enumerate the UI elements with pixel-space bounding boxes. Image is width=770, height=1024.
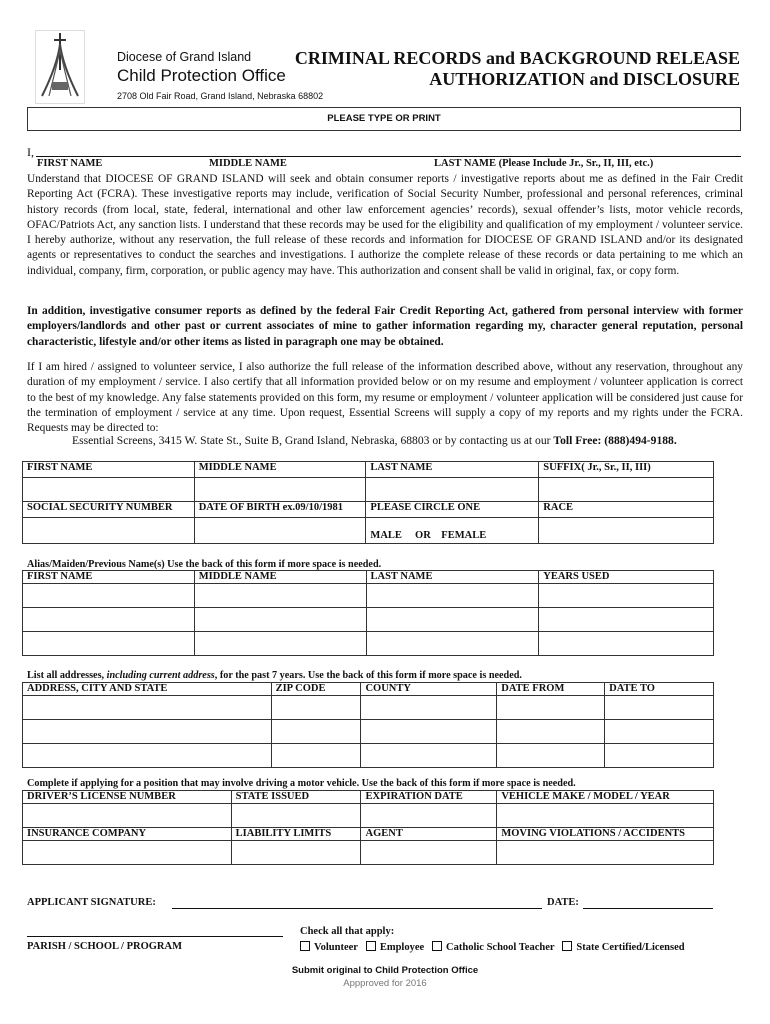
alias-col-years: YEARS USED — [539, 571, 714, 584]
last-name-cell[interactable] — [366, 478, 539, 502]
addr-col-to: DATE TO — [605, 683, 714, 696]
address-caption-c: , for the past 7 years. Use the back of this form if more space is needed. — [214, 670, 522, 681]
investigative-paragraph: In addition, investigative consumer reports as defined by the federal Fair Credit Reporting Act, gathered from personal interview with former employers/landlords and other past or current associates of mine to gather information regarding my, character general reputation, personal characteristic, lifestyle and/or other items as listed in paragraph one may be obtained. — [27, 305, 743, 348]
certified-label: State Certified/Licensed — [576, 942, 685, 953]
drv-col-vehicle: VEHICLE MAKE / MODEL / YEAR — [497, 791, 714, 804]
address-row[interactable] — [23, 720, 714, 744]
teacher-label: Catholic School Teacher — [446, 942, 555, 953]
col-last-name: LAST NAME — [366, 462, 539, 478]
last-name-label: LAST NAME (Please Include Jr., Sr., II, III, etc.) — [434, 158, 654, 169]
alias-col-last: LAST NAME — [366, 571, 539, 584]
parish-field[interactable] — [27, 936, 283, 937]
checkbox-icon — [300, 941, 310, 951]
col-gender: PLEASE CIRCLE ONE — [366, 502, 539, 518]
address-table — [22, 682, 714, 768]
addr-col-address: ADDRESS, CITY AND STATE — [23, 683, 272, 696]
contact-city: , Grand Island, Nebraska — [279, 434, 395, 447]
drv-col-insurance: INSURANCE COMPANY — [23, 828, 232, 841]
drv-col-expiration: EXPIRATION DATE — [361, 791, 497, 804]
dob-cell[interactable] — [194, 518, 366, 544]
alias-row[interactable] — [23, 632, 714, 656]
employee-checkbox[interactable] — [366, 942, 424, 953]
col-suffix: SUFFIX( Jr., Sr., II, III) — [539, 462, 714, 478]
drv-col-license: DRIVER’S LICENSE NUMBER — [23, 791, 232, 804]
gender-options[interactable]: MALE OR FEMALE — [370, 530, 487, 541]
date-label: DATE: — [547, 897, 579, 908]
check-options — [300, 941, 685, 953]
middle-name-label: MIDDLE NAME — [209, 158, 287, 169]
driving-caption: Complete if applying for a position that may involve driving a motor vehicle. Use the back of this form if more space is needed. — [27, 778, 576, 789]
driving-table — [22, 790, 714, 865]
signature-field[interactable] — [172, 908, 542, 909]
form-title-line1: CRIMINAL RECORDS and BACKGROUND RELEASE — [294, 48, 740, 68]
diocese-logo — [35, 30, 85, 104]
contact-comma1: , 3415 W. State St., Suite B — [152, 434, 280, 447]
name-rule — [36, 156, 741, 157]
office-name: Child Protection Office — [117, 66, 286, 85]
drv-col-violations: MOVING VIOLATIONS / ACCIDENTS — [497, 828, 714, 841]
ssn-cell[interactable] — [23, 518, 195, 544]
form-title — [295, 48, 740, 90]
gender-cell[interactable] — [366, 518, 539, 544]
first-name-label: FIRST NAME — [37, 158, 103, 169]
authorization-paragraph: Understand that DIOCESE OF GRAND ISLAND will seek and obtain consumer reports / investigative reports about me as defined in the Fair Credit Reporting Act (FCRA). These investigative reports may include, verification of Social Security Number, professional and personal references, criminal history records (from local, state, federal, international and other law enforcement agencies’ records), sexual offender’s lists, motor vehicle records, OFAC/Patriots Act, any sanction lists. I understand that these records may be used for the eligibility and qualification of my employment / volunteer service. I hereby authorize, without any reservation, the full release of these records and information for DIOCESE OF GRAND ISLAND and/or its designated agents or representatives to conduct the searches and investigations. I authorize the complete release of these records or data pertaining to me which an individual, company, firm, corporation, or public agency may have. This authorization and consent shall be valid in original, fax, or copy form. — [27, 173, 743, 277]
col-first-name: FIRST NAME — [23, 462, 195, 478]
contact-zip: , 68803 or by contacting us at our — [394, 434, 554, 447]
col-dob: DATE OF BIRTH ex.09/10/1981 — [194, 502, 366, 518]
first-name-cell[interactable] — [23, 478, 195, 502]
signature-line — [27, 897, 156, 908]
drv-col-liability: LIABILITY LIMITS — [231, 828, 361, 841]
identity-table — [22, 461, 714, 544]
checkbox-icon — [366, 941, 376, 951]
addr-col-from: DATE FROM — [497, 683, 605, 696]
approved-note: Appproved for 2016 — [343, 978, 427, 989]
alias-col-middle: MIDDLE NAME — [194, 571, 366, 584]
checkbox-icon — [562, 941, 572, 951]
checkbox-icon — [432, 941, 442, 951]
race-cell[interactable] — [539, 518, 714, 544]
alias-table — [22, 570, 714, 656]
submit-note: Submit original to Child Protection Office — [291, 965, 479, 976]
signature-label: APPLICANT SIGNATURE: — [27, 897, 156, 908]
drv-col-agent: AGENT — [361, 828, 497, 841]
please-type-banner: PLEASE TYPE OR PRINT — [27, 107, 741, 131]
date-field[interactable] — [583, 908, 713, 909]
address-row[interactable] — [23, 696, 714, 720]
address-caption-b: including current address — [106, 670, 215, 681]
contact-phone: Toll Free: (888)494-9188. — [553, 434, 677, 447]
col-ssn: SOCIAL SECURITY NUMBER — [23, 502, 195, 518]
col-race: RACE — [539, 502, 714, 518]
org-address: 2708 Old Fair Road, Grand Island, Nebraska 68802 — [117, 91, 324, 101]
volunteer-label: Volunteer — [314, 942, 358, 953]
check-title: Check all that apply: — [300, 926, 395, 937]
employee-label: Employee — [379, 942, 425, 953]
teacher-checkbox[interactable] — [432, 942, 555, 953]
name-prefix: I, — [27, 145, 34, 159]
address-row[interactable] — [23, 744, 714, 768]
col-middle-name: MIDDLE NAME — [194, 462, 366, 478]
alias-row[interactable] — [23, 608, 714, 632]
header-org-block — [117, 50, 323, 101]
driving-row[interactable] — [23, 804, 714, 828]
drv-col-state: STATE ISSUED — [231, 791, 361, 804]
alias-col-first: FIRST NAME — [23, 571, 195, 584]
volunteer-checkbox[interactable] — [300, 942, 358, 953]
insurance-row[interactable] — [23, 841, 714, 865]
addr-col-county: COUNTY — [361, 683, 497, 696]
contact-line — [72, 434, 677, 447]
alias-row[interactable] — [23, 584, 714, 608]
middle-name-cell[interactable] — [194, 478, 366, 502]
address-caption — [27, 670, 522, 681]
form-title-line2: AUTHORIZATION and DISCLOSURE — [429, 69, 740, 89]
addr-col-zip: ZIP CODE — [271, 683, 361, 696]
suffix-cell[interactable] — [539, 478, 714, 502]
employment-paragraph: If I am hired / assigned to volunteer service, I also authorize the full release of the information described above, without any reservation, throughout any duration of my employment / service. I also certify that all information provided below or on my resume and employment / volunteer application is correct to the best of my knowledge. Any false statements provided on this form, my resume or employment / volunteer application will be considered just cause for the termination of employment / service at any time. Upon request, Essential Screens will supply a copy of my reports and my rights under the FCRA. Requests may be directed to: — [27, 361, 743, 435]
contact-company: Essential Screens — [72, 434, 153, 447]
parish-label: PARISH / SCHOOL / PROGRAM — [27, 941, 182, 952]
org-name: Diocese of Grand Island — [117, 50, 252, 64]
certified-checkbox[interactable] — [562, 942, 684, 953]
address-caption-a: List all addresses, — [27, 670, 107, 681]
alias-caption: Alias/Maiden/Previous Name(s) Use the back of this form if more space is needed. — [27, 559, 382, 570]
